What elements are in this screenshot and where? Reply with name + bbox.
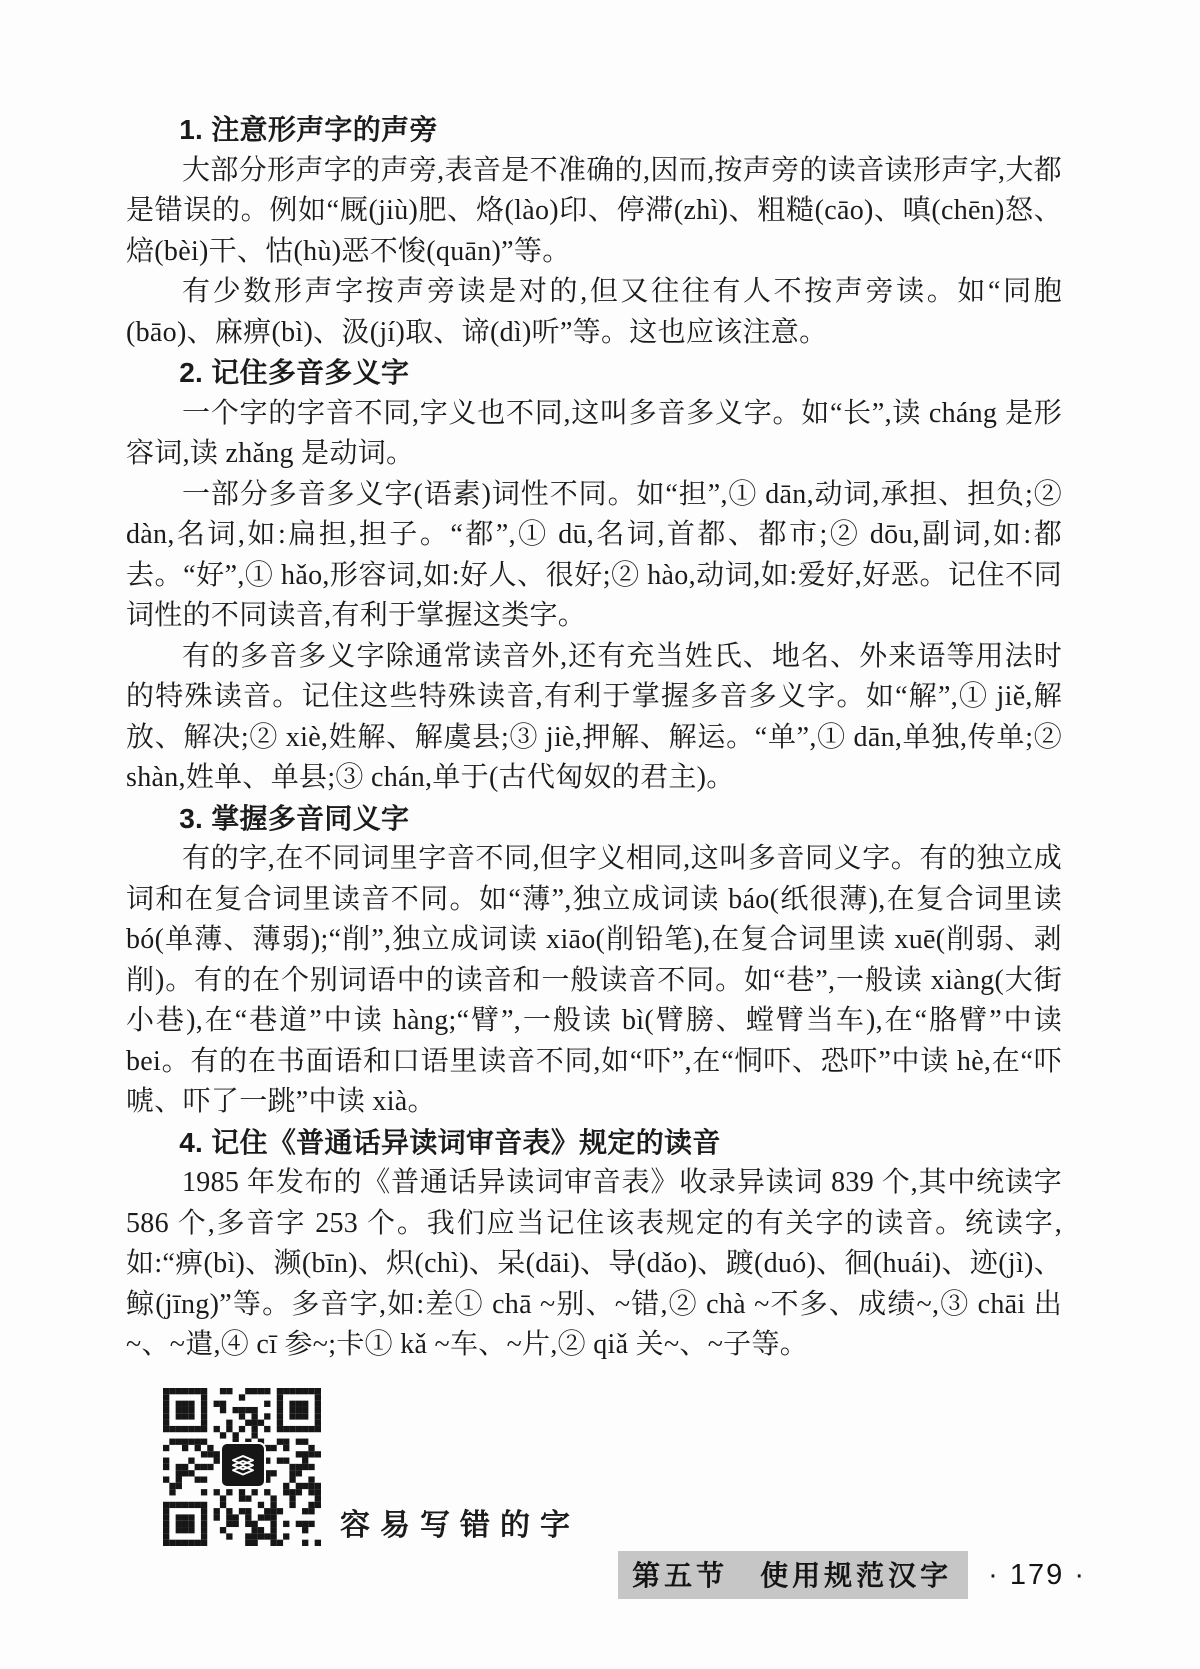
stacked-books-icon: [220, 1442, 266, 1488]
footer-section-label: 第五节 使用规范汉字: [618, 1551, 968, 1599]
section-2-paragraph-3: 有的多音多义字除通常读音外,还有充当姓氏、地名、外来语等用法时的特殊读音。记住这些特殊读音,有利于掌握多音多义字。如“解”,① jiě,解放、解决;② xiè,姓解、解虞县;③ jiè,押解、解运。“单”,① dān,单独,传单;② shàn,姓单、单县;③ chán,单于(古代匈奴的君主)。: [126, 640, 1062, 793]
section-1: [126, 110, 1062, 353]
page-content: [126, 110, 1062, 1366]
section-4-heading: 4. 记住《普通话异读词审音表》规定的读音: [179, 1126, 721, 1158]
page-footer: [618, 1551, 1086, 1599]
section-1-heading: 1. 注意形声字的声旁: [179, 114, 438, 145]
section-4-paragraph-1: 1985 年发布的《普通话异读词审音表》收录异读词 839 个,其中统读字 586 个,多音字 253 个。我们应当记住该表规定的有关字的读音。统读字,如:“痹(bì)、濒(bīn)、炽(chì)、呆(dāi)、导(dǎo)、踱(duó)、徊(huái)、迹(jì)、鲸(jīng)”等。多音字,如:差① chā ~别、~错,② chà ~不多、成绩~,③ chāi 出~、~遣,④ cī 参~;卡① kǎ ~车、~片,② qiǎ 关~、~子等。: [126, 1167, 1062, 1360]
section-1-paragraph-2: 有少数形声字按声旁读是对的,但又往往有人不按声旁读。如“同胞(bāo)、麻痹(bì)、汲(jí)取、谛(dì)听”等。这也应该注意。: [126, 276, 1062, 348]
page-number: · 179 ·: [988, 1558, 1086, 1591]
qr-block: [163, 1388, 321, 1546]
qr-caption: 容易写错的字: [340, 1509, 580, 1542]
section-2-paragraph-1: 一个字的字音不同,字义也不同,这叫多音多义字。如“长”,读 cháng 是形容词,读 zhǎng 是动词。: [126, 397, 1062, 469]
section-2-paragraph-2: 一部分多音多义字(语素)词性不同。如“担”,① dān,动词,承担、担负;② dàn,名词,如:扁担,担子。“都”,① dū,名词,首都、都市;② dōu,副词,如:都去。“好”,① hǎo,形容词,如:好人、很好;② hào,动词,如:爱好,好恶。记住不同词性的不同读音,有利于掌握这类字。: [126, 478, 1062, 631]
section-3-heading: 3. 掌握多音同义字: [179, 802, 410, 834]
section-1-paragraph-1: 大部分形声字的声旁,表音是不准确的,因而,按声旁的读音读形声字,大都是错误的。例如“厩(jiù)肥、烙(lào)印、停滞(zhì)、粗糙(cāo)、嗔(chēn)怒、焙(bèi)干、怙(hù)恶不悛(quān)”等。: [126, 154, 1062, 267]
section-3: [126, 799, 1062, 1123]
section-2-heading: 2. 记住多音多义字: [179, 357, 410, 388]
section-4: [126, 1123, 1062, 1366]
section-2: [126, 353, 1062, 799]
section-3-paragraph-1: 有的字,在不同词里字音不同,但字义相同,这叫多音同义字。有的独立成词和在复合词里读音不同。如“薄”,独立成词读 báo(纸很薄),在复合词里读 bó(单薄、薄弱);“削”,独立成词读 xiāo(削铅笔),在复合词里读 xuē(削弱、剥削)。有的在个别词语中的读音和一般读音不同。如“巷”,一般读 xiàng(大街小巷),在“巷道”中读 hàng;“臂”,一般读 bì(臂膀、螳臂当车),在“胳臂”中读 bei。有的在书面语和口语里读音不同,如“吓”,在“恫吓、恐吓”中读 hè,在“吓唬、吓了一跳”中读 xià。: [126, 843, 1062, 1117]
